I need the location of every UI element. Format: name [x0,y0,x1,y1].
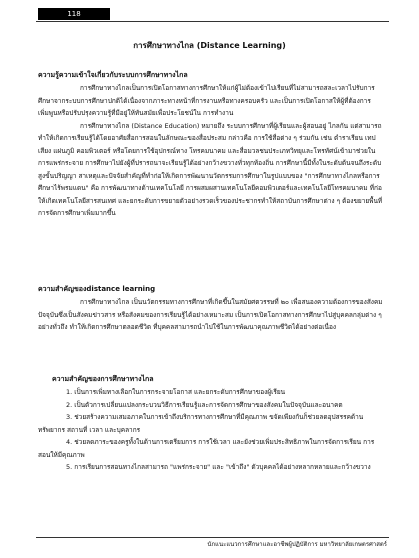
list-item: 2. เป็นตัวการเปลี่ยนแปลงกระบวนวิธีการเรียนรู้และการจัดการศึกษาของสังคมในปัจจุบันและอนาคต [66,400,343,409]
footer-rule [36,537,389,538]
list-item: 5. การเรียนการสอนทางไกลสามารถ "แพร่กระจาย" และ "เข้าถึง" ตัวบุคคลได้อย่างหลากหลายและกว้างขวาง [66,463,371,471]
paragraph: การศึกษาทางไกล (Distance Education) หมายถึง ระบบการศึกษาที่ผู้เรียนและผู้สอนอยู่ ไกลกัน แต่สามารถทำให้เกิดการเรียนรู้ได้โดยอาศัยสื่อการสอนในลักษณะของสื่อประสม กล่าวคือ การใช้สื่อต่าง ๆ ร่วมกัน เช่น ตำราเรียน เทปเสียง แผ่นภูมิ คอมพิวเตอร์ หรือโดยการใช้อุปกรณ์ทาง โทรคมนาคม และสื่อมวลชนประเภทวิทยุและโทรทัศน์เข้ามาช่วยในการแพร่กระจาย การศึกษาไปยังผู้ที่ปรารถนาจะเรียนรู้ได้อย่างกว้างขวางทั่วทุกท้องถิ่น การศึกษานี้มีทั้งในระดับต้นจนถึงระดับสูงขั้นปริญญา สาเหตุและปัจจัยสำคัญที่ทำก่อให้เกิดการพัฒนานวัตกรรมการศึกษาในรูปแบบของ "การศึกษาทางไกลหรือการศึกษาไร้พรมแดน" คือ การพัฒนาทางด้านเทคโนโลยี การผสมผสานเทคโนโลยีคอมพิวเตอร์และเทคโนโลยีโทรคมนาคม ที่ก่อให้เกิดเทคโนโลยีสารสนเทศ และยกระดับการขยายตัวอย่างรวดเร็วของประชากรทำให้สถาบันการศึกษาต่าง ๆ ต้องขยายพื้นที่การจัดการศึกษาเพิ่มมากขึ้น [38,121,383,217]
document-title: การศึกษาทางไกล (Distance Learning) [133,41,286,50]
section-heading-understanding: ความรู้ความเข้าใจเกี่ยวกับระบบการศึกษาทางไกล [38,71,188,79]
subheading-importance-list: ความสำคัญของการศึกษาทางไกล [52,375,154,383]
page-number: 118 [38,8,110,20]
footer-text: นักแนะแนวการศึกษาและอาชีพผู้ปฏิบัติการ มหาวิทยาลัยเกษตรศาสตร์ [207,541,387,548]
section-body-importance [38,296,384,334]
list-item: 3. ช่วยสร้างความเสมอภาคในการเข้าถึงบริการทางการศึกษาที่มีคุณภาพ ขจัดเพียงกันก็ช่วยลดอุปสรรคด้านทรัพยากร สถานที่ เวลา และบุคลากร [38,413,364,434]
importance-list [38,386,384,474]
section-body-understanding [38,82,384,220]
paragraph: การศึกษาทางไกล เป็นนวัตกรรมทางการศึกษาที่เกิดขึ้นในสมัยศตวรรษที่ ๒๐ เพื่อสนองความต้องการของสังคมปัจจุบันซึ่งเป็นสังคมข่าวสาร หรือสังคมของการเรียนรู้ได้อย่างเหมาะสม เป็นการเปิดโอกาสทางการศึกษาไปสู่บุคคลกลุ่มต่าง ๆ อย่างทั่วถึง ทำให้เกิดการศึกษาตลอดชีวิต ที่บุคคลสามารถนำไปใช้ในการพัฒนาคุณภาพชีวิตได้อย่างต่อเนื่อง [38,298,383,331]
list-item: 4. ช่วยลดภาระของครูทั้งในด้านการเตรียมการ การใช้เวลา และยังช่วยเพิ่มประสิทธิภาพในการจัดการเรียน การสอนให้มีคุณภาพ [38,438,375,459]
paragraph: การศึกษาทางไกลเป็นการเปิดโอกาสทางการศึกษาให้แก่ผู้ไม่ต้องเข้าไปเรียนที่ไม่สามารถสละเวลาไปรับการศึกษาจากระบบการศึกษาปกติได้เนื่องจากภาระทางหน้าที่การงานหรือทางครอบครัว และเป็นการเปิดโอกาสให้ผู้ที่ต้องการเพิ่มพูนหรือปรับปรุงความรู้ที่มีอยู่ให้ทันสมัยเพื่อประโยชน์ใน การทำงาน [38,84,375,117]
section-heading-importance: ความสำคัญของdistance learning [38,285,156,293]
list-item: 1. เป็นการเพิ่มทางเลือกในการกระจายโอกาส และยกระดับการศึกษาของผู้เรียน [66,388,286,396]
header-rule [36,21,389,22]
